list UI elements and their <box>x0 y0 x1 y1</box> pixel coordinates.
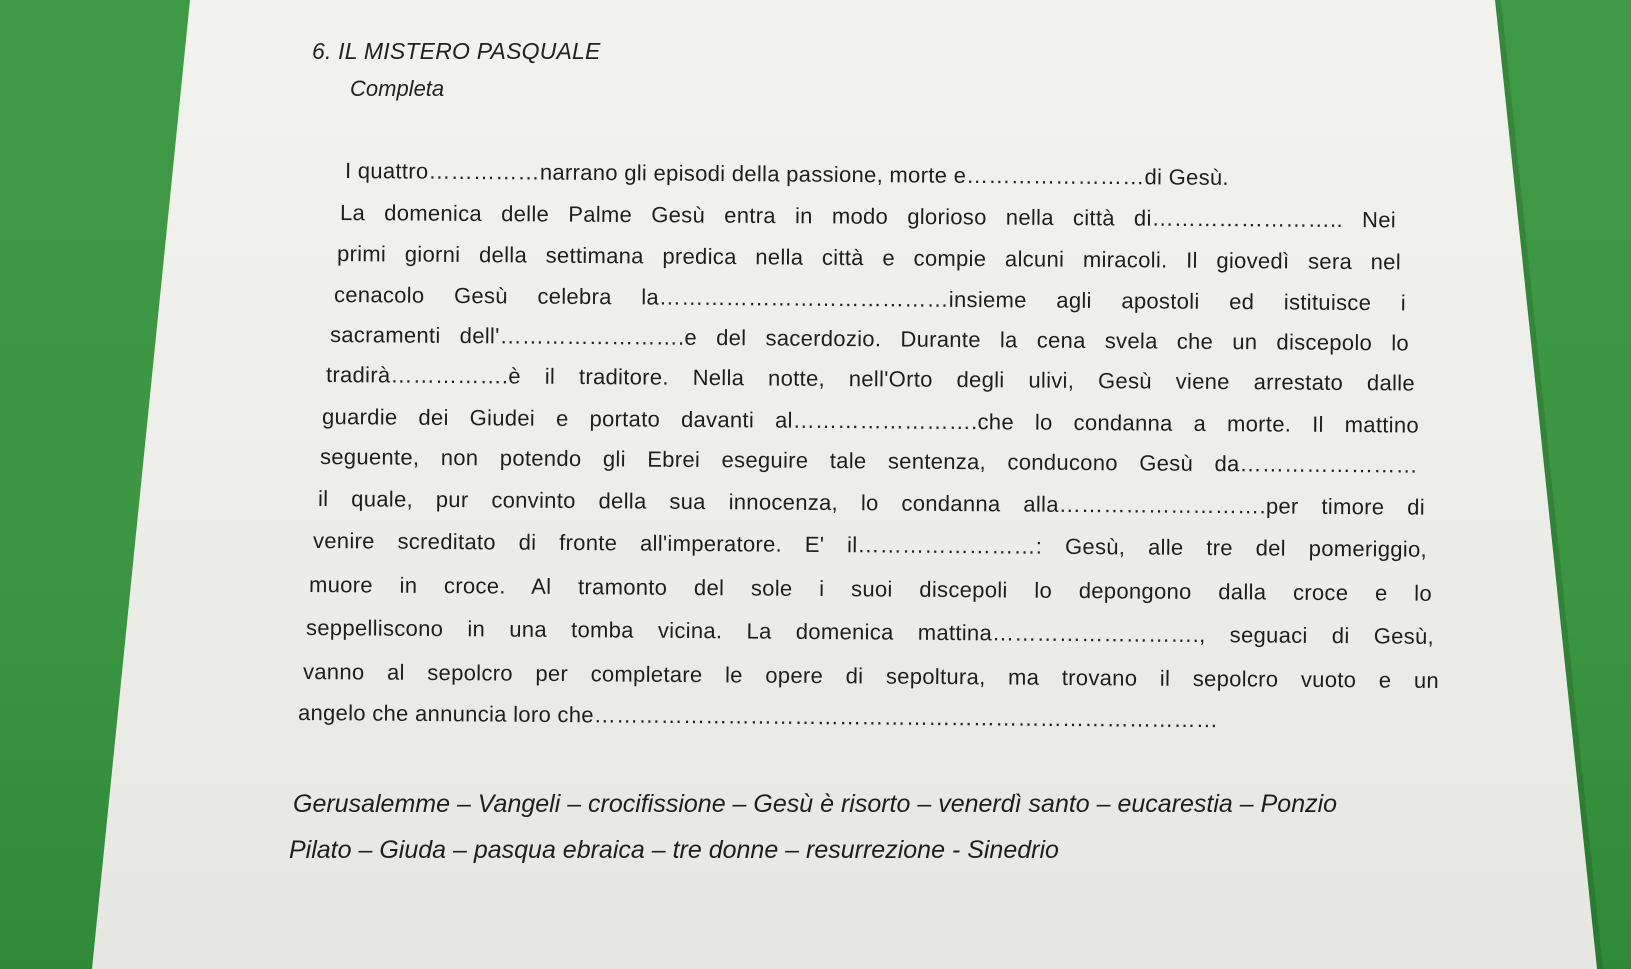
text-line: guardie dei Giudei e portato davanti al…………………….che lo condanna a morte. Il mattino <box>321 404 1420 438</box>
exercise-heading: 6. IL MISTERO PASQUALE <box>312 38 601 64</box>
text-line: sacramenti dell'…………………….e del sacerdozio. Durante la cena svela che un discepolo lo <box>329 322 1410 356</box>
text-line: tradirà…………….è il traditore. Nella notte, nell'Orto degli ulivi, Gesù viene arrestato dalle <box>325 362 1416 396</box>
text-line: I quattro……………narrano gli episodi della passione, morte e……………………di Gesù. <box>344 158 1229 190</box>
exercise-instruction: Completa <box>350 76 445 101</box>
text-line: venire screditato di fronte all'imperatore. E' il……………………: Gesù, alle tre del pomeriggio, <box>312 528 1428 562</box>
text-line: angelo che annuncia loro che………………………………………………………………………… <box>297 700 1219 733</box>
text-line: primi giorni della settimana predica nella città e compie alcuni miracoli. Il giovedì sera nel <box>336 241 1402 275</box>
text-line: muore in croce. Al tramonto del sole i suoi discepoli lo depongono dalla croce e lo <box>308 572 1433 606</box>
word-bank-line: Gerusalemme – Vangeli – crocifissione – Gesù è risorto – venerdì santo – eucarestia – Ponzio <box>293 790 1338 818</box>
text-line: La domenica delle Palme Gesù entra in modo glorioso nella città di…………………….. Nei <box>339 200 1397 233</box>
word-bank-line: Pilato – Giuda – pasqua ebraica – tre donne – resurrezione - Sinedrio <box>289 836 1059 864</box>
text-line: il quale, pur convinto della sua innocenza, lo condanna alla……………………….per timore di <box>317 486 1426 520</box>
text-line: seguente, non potendo gli Ebrei eseguire tale sentenza, conducono Gesù da…………………… <box>319 444 1419 478</box>
text-line: vanno al sepolcro per completare le opere di sepoltura, ma trovano il sepolcro vuoto e un <box>302 659 1440 693</box>
text-line: cenacolo Gesù celebra la…………………………………insieme agli apostoli ed istituisce i <box>333 282 1407 316</box>
text-line: seppelliscono in una tomba vicina. La domenica mattina………………………., seguaci di Gesù, <box>305 615 1435 649</box>
